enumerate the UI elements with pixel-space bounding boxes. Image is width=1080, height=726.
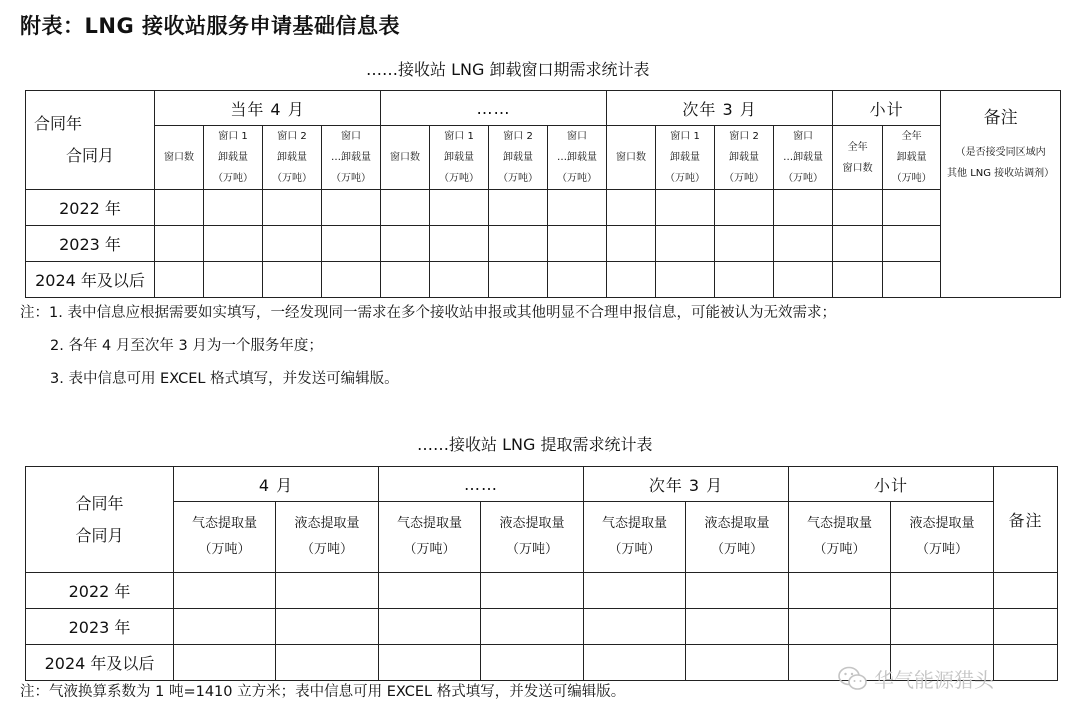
sub-header-liquid: 液态提取量 （万吨） <box>891 502 994 573</box>
table-row <box>26 262 1061 298</box>
year-label: 2023 年 <box>26 226 155 262</box>
sub-header-gas: 气态提取量 （万吨） <box>174 502 276 573</box>
group-header: 次年 3 月 <box>607 91 833 126</box>
wechat-icon <box>838 666 868 692</box>
sub-header-gas: 气态提取量 （万吨） <box>379 502 481 573</box>
sub-header-window1: 窗口 1 卸载量 （万吨） <box>656 126 715 190</box>
lifting-demand-table <box>25 466 1058 681</box>
group-header: 4 月 <box>174 467 379 502</box>
watermark-text: 华气能源猎头 <box>874 668 994 692</box>
row-header-month: 合同月 <box>75 525 124 545</box>
sub-header-window-count: 窗口数 <box>381 126 430 190</box>
sub-header-gas: 气态提取量 （万吨） <box>789 502 891 573</box>
remark-title: 备注 <box>983 108 1018 128</box>
note-item: 2. 各年 4 月至次年 3 月为一个服务年度； <box>50 338 323 354</box>
note-item: 注：1. 表中信息应根据需要如实填写，一经发现同一需求在多个接收站申报或其他明显不合理申报信息，可能被认为无效需求； <box>20 305 836 321</box>
group-header: 次年 3 月 <box>584 467 789 502</box>
sub-header-annual-unload: 全年 卸载量 （万吨） <box>883 126 941 190</box>
year-label: 2023 年 <box>26 609 174 645</box>
year-label: 2022 年 <box>26 573 174 609</box>
group-header-subtotal: 小计 <box>789 467 994 502</box>
group-header: 当年 4 月 <box>155 91 381 126</box>
sub-header-window1: 窗口 1 卸载量 （万吨） <box>204 126 263 190</box>
note-item: 3. 表中信息可用 EXCEL 格式填写，并发送可编辑版。 <box>50 371 399 387</box>
year-label: 2024 年及以后 <box>26 645 174 681</box>
remark-note: （是否接受同区域内 <box>955 147 1046 158</box>
table-row <box>26 573 1058 609</box>
remark-title: 备注 <box>1008 511 1043 530</box>
document-title: 附表：LNG 接收站服务申请基础信息表 <box>20 14 401 38</box>
remark-column <box>994 467 1058 573</box>
sub-header-liquid: 液态提取量 （万吨） <box>481 502 584 573</box>
year-label: 2022 年 <box>26 190 155 226</box>
sub-header-liquid: 液态提取量 （万吨） <box>686 502 789 573</box>
sub-header-annual-window-count: 全年 窗口数 <box>833 126 883 190</box>
row-header-month: 合同月 <box>66 146 115 165</box>
group-header: …… <box>379 467 584 502</box>
sub-header-window-more: 窗口 …卸载量 （万吨） <box>774 126 833 190</box>
sub-header-window-count: 窗口数 <box>155 126 204 190</box>
sub-header-liquid: 液态提取量 （万吨） <box>276 502 379 573</box>
row-header-year: 合同年 <box>75 493 124 513</box>
unloading-window-table <box>25 90 1061 298</box>
row-header <box>26 91 155 190</box>
watermark <box>838 664 994 693</box>
remark-note: 其他 LNG 接收站调剂） <box>947 168 1055 179</box>
table-row <box>26 609 1058 645</box>
year-label: 2024 年及以后 <box>26 262 155 298</box>
row-header-year: 合同年 <box>34 114 83 133</box>
row-header <box>26 467 174 573</box>
sub-header-window2: 窗口 2 卸载量 （万吨） <box>715 126 774 190</box>
sub-header-window1: 窗口 1 卸载量 （万吨） <box>430 126 489 190</box>
remark-column <box>941 91 1061 298</box>
table2-footnote: 注：气液换算系数为 1 吨=1410 立方米；表中信息可用 EXCEL 格式填写，并发送可编辑版。 <box>20 684 626 700</box>
group-header-subtotal: 小计 <box>833 91 941 126</box>
table-row <box>26 226 1061 262</box>
table2-title: ……接收站 LNG 提取需求统计表 <box>417 435 653 454</box>
sub-header-window2: 窗口 2 卸载量 （万吨） <box>263 126 322 190</box>
sub-header-window2: 窗口 2 卸载量 （万吨） <box>489 126 548 190</box>
sub-header-window-more: 窗口 …卸载量 （万吨） <box>322 126 381 190</box>
table1-notes <box>20 297 836 396</box>
sub-header-window-more: 窗口 …卸载量 （万吨） <box>548 126 607 190</box>
group-header: …… <box>381 91 607 126</box>
sub-header-window-count: 窗口数 <box>607 126 656 190</box>
sub-header-gas: 气态提取量 （万吨） <box>584 502 686 573</box>
table1-title: ……接收站 LNG 卸载窗口期需求统计表 <box>366 60 650 79</box>
table-row <box>26 190 1061 226</box>
